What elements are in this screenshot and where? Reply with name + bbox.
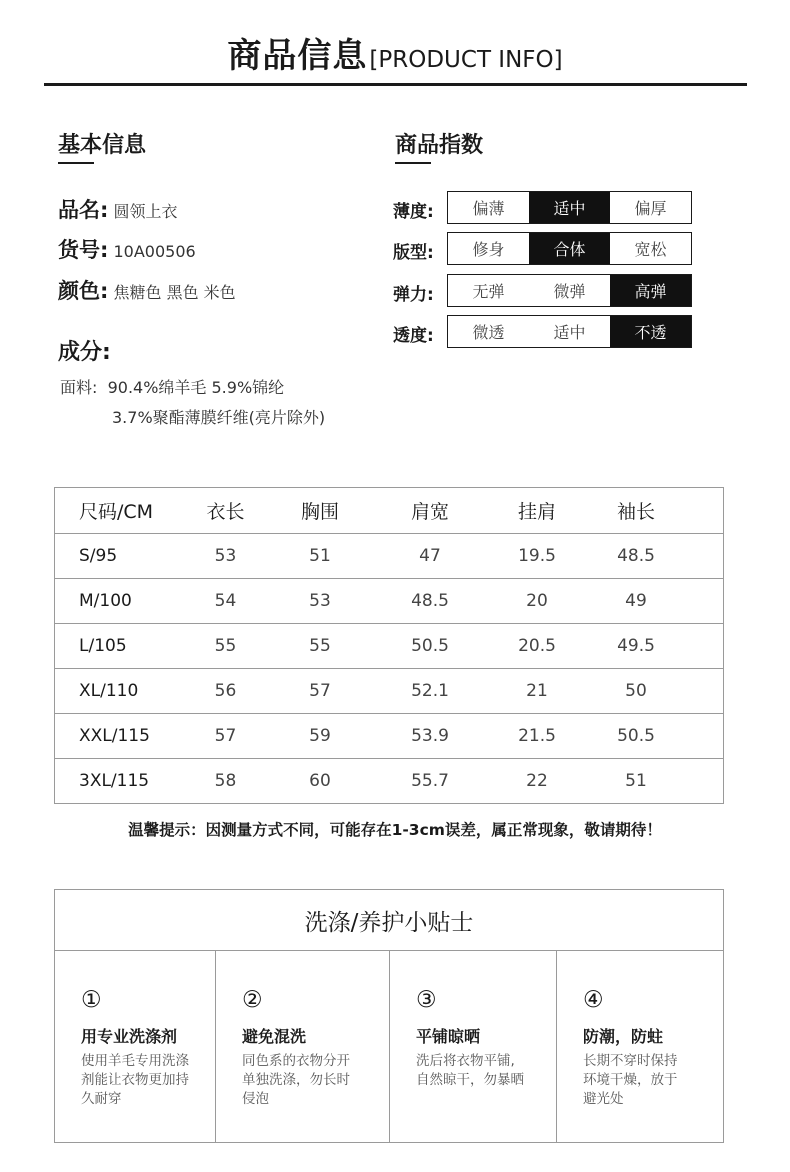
- table-cell: 60: [309, 771, 331, 791]
- composition-value-1: 90.4%绵羊毛 5.9%锦纶: [107, 378, 285, 397]
- table-header-cell: 袖长: [616, 501, 655, 523]
- care-item-heading: 平铺晾晒: [416, 1027, 481, 1046]
- care-item-number: ②: [242, 987, 263, 1013]
- care-box: [54, 889, 724, 1143]
- scale-option: 微透: [472, 323, 505, 342]
- scale-bar: [447, 274, 692, 307]
- table-cell: 53: [309, 591, 331, 611]
- table-cell: 52.1: [411, 681, 449, 701]
- page-title: [0, 28, 790, 77]
- basic-info-heading: 基本信息: [58, 133, 147, 158]
- table-cell: 47: [419, 546, 441, 566]
- care-item: [215, 951, 389, 1143]
- scale-option-selected: 适中: [529, 192, 610, 223]
- table-size-cell: XL/110: [79, 681, 139, 701]
- care-item-line: 自然晾干，勿暴晒: [416, 1072, 524, 1088]
- table-cell: 51: [625, 771, 647, 791]
- table-cell: 50: [625, 681, 647, 701]
- care-item-line: 避光处: [583, 1091, 624, 1107]
- scale-option: 适中: [553, 323, 586, 342]
- table-header-cell: 尺码/CM: [79, 501, 154, 523]
- scale-label: 透度:: [393, 326, 434, 346]
- care-item-number: ④: [583, 987, 604, 1013]
- table-cell: 55: [214, 636, 237, 656]
- table-cell: 57: [309, 681, 331, 701]
- page-title-en: [PRODUCT INFO]: [369, 47, 563, 73]
- care-item-description: [81, 1052, 189, 1109]
- care-item-number: ①: [81, 987, 102, 1013]
- table-size-cell: S/95: [79, 546, 118, 566]
- table-row: [55, 758, 723, 803]
- table-header-cell: 胸围: [300, 501, 339, 523]
- info-value: 焦糖色 黑色 米色: [113, 283, 236, 302]
- table-cell: 58: [214, 771, 237, 791]
- table-cell: 20: [526, 591, 548, 611]
- care-item-line: 单独洗涤，勿长时: [242, 1072, 350, 1088]
- scale-bar: [447, 232, 692, 265]
- composition-heading: 成分:: [58, 340, 111, 365]
- care-item-line: 久耐穿: [81, 1091, 122, 1107]
- care-item-line: 侵泡: [242, 1091, 269, 1107]
- scale-option-selected: 高弹: [610, 275, 691, 306]
- table-cell: 50.5: [617, 726, 655, 746]
- basic-info-underline: [58, 162, 94, 164]
- care-item-description: [416, 1052, 524, 1090]
- table-cell: 55.7: [411, 771, 449, 791]
- scale-bar: [447, 191, 692, 224]
- care-item-line: 长期不穿时保持: [583, 1053, 678, 1069]
- table-header-cell: 挂肩: [517, 501, 556, 523]
- scale-label: 版型:: [393, 243, 434, 263]
- scale-option-selected: 不透: [610, 316, 691, 347]
- table-cell: 22: [526, 771, 548, 791]
- table-row: [55, 668, 723, 713]
- care-item-heading: 用专业洗涤剂: [81, 1027, 178, 1046]
- care-item-line: 同色系的衣物分开: [242, 1053, 350, 1069]
- info-value: 10A00506: [113, 242, 196, 261]
- care-item-heading: 避免混洗: [242, 1027, 307, 1046]
- table-cell: 49.5: [617, 636, 655, 656]
- info-row-color: [58, 275, 236, 305]
- measurement-tip: 温馨提示：因测量方式不同，可能存在1-3cm误差，属正常现象，敬请期待！: [128, 821, 662, 839]
- scale-label: 薄度:: [393, 202, 434, 222]
- table-header-cell: 肩宽: [410, 501, 449, 523]
- table-cell: 20.5: [518, 636, 556, 656]
- info-key: 品名:: [58, 198, 109, 222]
- table-cell: 51: [309, 546, 331, 566]
- scale-option: 偏厚: [634, 199, 667, 218]
- care-item-line: 剂能让衣物更加持: [81, 1072, 189, 1088]
- scale-option: 微弹: [553, 282, 586, 301]
- title-divider: [44, 83, 747, 86]
- scale-label: 弹力:: [393, 285, 434, 305]
- table-cell: 53: [214, 546, 237, 566]
- table-cell: 21: [526, 681, 548, 701]
- composition-value-2: 3.7%聚酯薄膜纤维(亮片除外): [112, 408, 326, 427]
- table-size-cell: XXL/115: [79, 726, 150, 746]
- table-cell: 55: [309, 636, 331, 656]
- info-value: 圆领上衣: [113, 202, 178, 221]
- scale-option: 无弹: [472, 282, 505, 301]
- table-size-cell: L/105: [79, 636, 127, 656]
- table-cell: 48.5: [411, 591, 449, 611]
- table-cell: 49: [625, 591, 647, 611]
- table-size-cell: 3XL/115: [79, 771, 150, 791]
- scale-option: 修身: [472, 240, 505, 259]
- table-row: [55, 578, 723, 623]
- care-item-description: [242, 1052, 350, 1109]
- table-size-cell: M/100: [79, 591, 132, 611]
- table-cell: 59: [309, 726, 331, 746]
- info-key: 颜色:: [58, 279, 109, 303]
- table-header-cell: 衣长: [206, 501, 245, 523]
- scale-option: 偏薄: [472, 199, 505, 218]
- info-key: 货号:: [58, 238, 109, 262]
- table-cell: 56: [214, 681, 237, 701]
- composition-label: 面料:: [60, 378, 98, 397]
- table-cell: 19.5: [518, 546, 556, 566]
- table-row: [55, 713, 723, 758]
- table-row: [55, 533, 723, 578]
- care-item-heading: 防潮，防蛀: [583, 1027, 664, 1046]
- table-cell: 21.5: [518, 726, 556, 746]
- care-item-line: 洗后将衣物平铺,: [416, 1053, 515, 1069]
- page-title-cn: 商品信息: [227, 36, 368, 76]
- care-item: [389, 951, 556, 1143]
- size-table: [54, 487, 724, 804]
- care-item-line: 使用羊毛专用洗涤: [81, 1053, 189, 1069]
- care-item-line: 环境干燥，放于: [583, 1072, 678, 1088]
- composition-line-1: [60, 375, 284, 398]
- table-cell: 48.5: [617, 546, 655, 566]
- index-underline: [395, 162, 431, 164]
- care-title: 洗涤/养护小贴士: [55, 890, 723, 951]
- scale-option-selected: 合体: [529, 233, 610, 264]
- scale-bar: [447, 315, 692, 348]
- care-item: [556, 951, 724, 1143]
- table-row: [55, 623, 723, 668]
- table-cell: 53.9: [411, 726, 449, 746]
- table-cell: 54: [214, 591, 237, 611]
- care-item: [55, 951, 215, 1143]
- table-header-row: [55, 488, 723, 533]
- index-heading: 商品指数: [395, 133, 484, 158]
- info-row-name: [58, 194, 178, 224]
- care-item-number: ③: [416, 987, 437, 1013]
- info-row-sku: [58, 234, 196, 264]
- care-item-description: [583, 1052, 678, 1109]
- table-cell: 57: [214, 726, 237, 746]
- table-cell: 50.5: [411, 636, 449, 656]
- scale-option: 宽松: [634, 240, 667, 259]
